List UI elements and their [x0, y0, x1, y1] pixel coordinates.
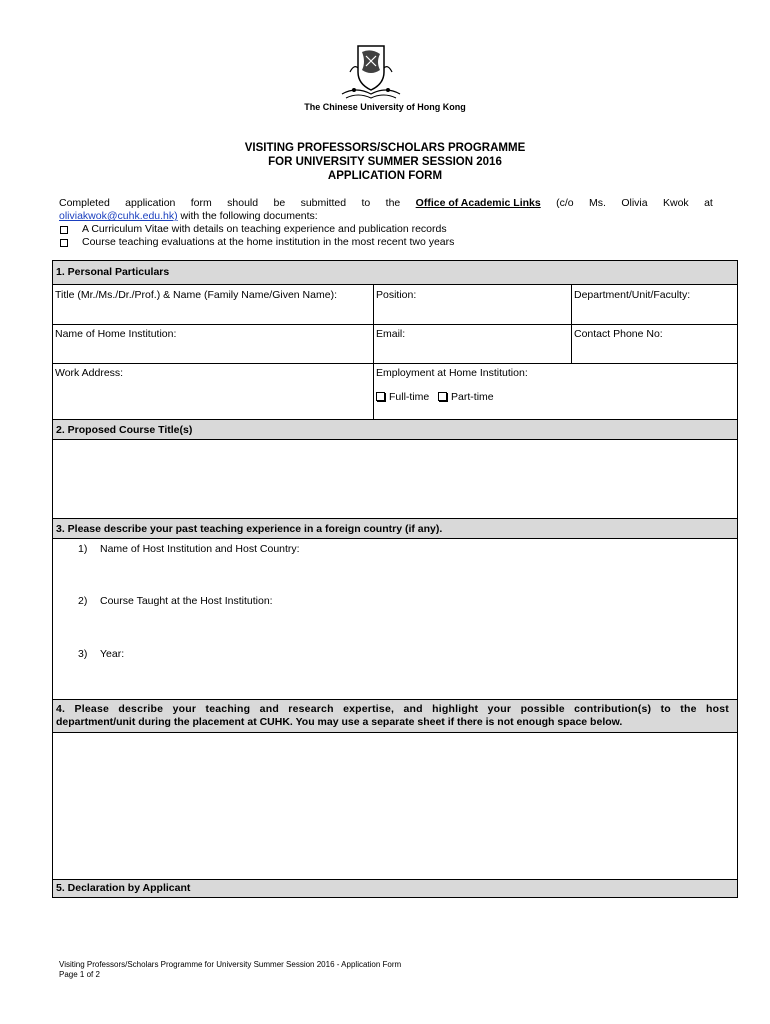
word: at — [704, 197, 713, 209]
section-1-header: 1. Personal Particulars — [53, 261, 737, 285]
word: the — [385, 197, 401, 209]
checkbox-icon — [376, 392, 385, 401]
section-2-header: 2. Proposed Course Title(s) — [53, 419, 737, 440]
word: Olivia — [621, 197, 648, 209]
name-field-label[interactable]: Title (Mr./Ms./Dr./Prof.) & Name (Family Name/Given Name): — [55, 289, 337, 301]
word: Ms. — [589, 197, 606, 209]
fulltime-label: Full-time — [389, 391, 430, 403]
word: to — [361, 197, 371, 209]
parttime-checkbox[interactable] — [438, 391, 494, 403]
contact-email-link[interactable]: oliviakwok@cuhk.edu.hk) — [59, 210, 178, 222]
instructions-line-2 — [59, 210, 713, 223]
employment-options — [376, 391, 494, 403]
document-item-text: Course teaching evaluations at the home institution in the most recent two years — [82, 236, 455, 248]
host-institution-item[interactable] — [78, 543, 300, 555]
university-crest-logo — [336, 42, 406, 102]
instructions-text: with the following documents: — [177, 210, 318, 222]
divider — [373, 285, 374, 419]
page-number: Page 1 of 2 — [59, 970, 100, 979]
phone-field-label[interactable]: Contact Phone No: — [574, 328, 663, 340]
divider — [53, 324, 737, 325]
fulltime-checkbox[interactable] — [376, 391, 429, 403]
parttime-label: Part-time — [451, 391, 494, 403]
year-item[interactable] — [78, 648, 124, 660]
word: Kwok — [662, 197, 689, 209]
document-item-text: A Curriculum Vitae with details on teaching experience and publication records — [82, 223, 447, 235]
university-name: The Chinese University of Hong Kong — [304, 102, 466, 112]
word: be — [273, 197, 286, 209]
instructions-line-1 — [59, 197, 713, 210]
item-label: Course Taught at the Host Institution: — [100, 595, 273, 607]
item-label: Year: — [100, 648, 125, 660]
word: form — [190, 197, 212, 209]
expertise-field[interactable] — [53, 733, 737, 879]
item-label: Name of Host Institution and Host Country: — [100, 543, 300, 555]
section-5-header: 5. Declaration by Applicant — [53, 879, 737, 897]
item-number: 2) — [78, 595, 88, 607]
form-title — [0, 141, 770, 183]
section-4-line-1: 4. Please describe your teaching and research expertise, and highlight your possible contribution(s) to the host — [56, 703, 729, 715]
course-taught-item[interactable] — [78, 595, 273, 607]
title-line-2: FOR UNIVERSITY SUMMER SESSION 2016 — [268, 156, 502, 168]
department-field-label[interactable]: Department/Unit/Faculty: — [574, 289, 691, 301]
word: (c/o — [556, 197, 574, 209]
course-title-field[interactable] — [53, 440, 737, 518]
divider — [53, 363, 737, 364]
page-footer — [59, 960, 401, 980]
word: submitted — [300, 197, 347, 209]
employment-field-label: Employment at Home Institution: — [376, 367, 528, 379]
work-address-field-label[interactable]: Work Address: — [55, 367, 124, 379]
position-field-label[interactable]: Position: — [376, 289, 417, 301]
office-of-academic-links: Office of Academic Links — [415, 197, 541, 209]
item-number: 1) — [78, 543, 88, 555]
section-4-header — [53, 699, 737, 733]
document-item — [59, 236, 713, 249]
home-institution-field-label[interactable]: Name of Home Institution: — [55, 328, 177, 340]
document-item — [59, 223, 713, 236]
instructions — [59, 197, 713, 249]
title-line-1: VISITING PROFESSORS/SCHOLARS PROGRAMME — [244, 142, 526, 154]
word: should — [227, 197, 259, 209]
word: Completed — [59, 197, 110, 209]
title-line-3: APPLICATION FORM — [327, 170, 443, 182]
bullet-box-icon — [60, 226, 68, 234]
checkbox-icon — [438, 392, 447, 401]
section-3-header: 3. Please describe your past teaching experience in a foreign country (if any). — [53, 518, 737, 539]
footer-text: Visiting Professors/Scholars Programme for University Summer Session 2016 - Application Form — [59, 960, 402, 969]
bullet-box-icon — [60, 239, 68, 247]
email-field-label[interactable]: Email: — [376, 328, 406, 340]
word: application — [125, 197, 176, 209]
application-form-table — [52, 260, 738, 898]
item-number: 3) — [78, 648, 88, 660]
section-4-line-2: department/unit during the placement at CUHK. You may use a separate sheet if there is not enough space below. — [56, 716, 623, 728]
